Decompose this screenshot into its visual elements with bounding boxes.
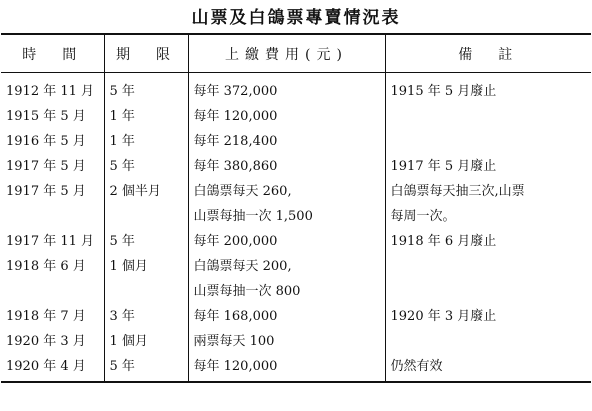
cell-time: 1917 年 11 月 [6, 234, 95, 249]
header-note: 備 註 [385, 34, 591, 73]
table-row [1, 304, 591, 329]
cell-fee-line: 每年 120,000 [193, 359, 278, 374]
cell-time: 1920 年 4 月 [1, 354, 104, 382]
cell-time: 1917 年 5 月 [6, 159, 86, 174]
cell-fee [188, 104, 385, 129]
cell-fee [188, 329, 385, 354]
cell-note-line: 仍然有效 [390, 359, 443, 374]
table-row [1, 354, 591, 382]
table-row [1, 254, 591, 304]
cell-term: 1 年 [104, 129, 188, 154]
cell-note [385, 154, 591, 179]
table-row [1, 179, 591, 229]
cell-fee [188, 354, 385, 382]
cell-fee-line: 每年 168,000 [193, 309, 278, 324]
cell-term: 5 年 [104, 354, 188, 382]
header-row [1, 34, 591, 73]
table-body [1, 73, 591, 383]
cell-time: 1918 年 6 月 [6, 259, 86, 274]
cell-fee-line: 兩票每天 100 [193, 334, 275, 349]
cell-term: 5 年 [104, 73, 188, 105]
header-time: 時 間 [1, 34, 104, 73]
cell-note [385, 73, 591, 105]
cell-fee-line: 每年 380,860 [193, 159, 278, 174]
cell-time: 1917 年 5 月 [6, 184, 86, 199]
cell-fee-line: 每年 372,000 [193, 84, 278, 99]
table-row [1, 104, 591, 129]
cell-fee [188, 154, 385, 179]
table-row [1, 154, 591, 179]
cell-fee-line: 白鴿票每天 200, [193, 259, 292, 274]
cell-note-line: 每周一次。 [390, 209, 456, 224]
cell-note [385, 229, 591, 254]
cell-note [385, 304, 591, 329]
cell-fee-line: 山票每抽一次 1,500 [193, 209, 313, 224]
table-row [1, 329, 591, 354]
header-term: 期 限 [104, 34, 188, 73]
cell-fee-line: 每年 120,000 [193, 109, 278, 124]
table-row [1, 73, 591, 105]
cell-term: 1 年 [104, 104, 188, 129]
cell-term: 1 個月 [104, 329, 188, 354]
cell-fee [188, 304, 385, 329]
cell-fee [188, 73, 385, 105]
cell-note [385, 254, 591, 304]
table-title: 山票及白鴿票專賣情況表 [191, 8, 401, 28]
cell-time: 1916 年 5 月 [6, 134, 86, 149]
cell-note-line: 1920 年 3 月廢止 [390, 309, 497, 324]
table-row [1, 129, 591, 154]
cell-term: 5 年 [104, 229, 188, 254]
cell-note-line: 1915 年 5 月廢止 [390, 84, 497, 99]
cell-note [385, 354, 591, 382]
cell-fee [188, 229, 385, 254]
cell-fee [188, 129, 385, 154]
cell-term: 3 年 [104, 304, 188, 329]
cell-time: 1912 年 11 月 [6, 84, 95, 99]
cell-note [385, 179, 591, 229]
cell-note [385, 129, 591, 154]
cell-note-line: 白鴿票每天抽三次,山票 [390, 184, 525, 199]
cell-term: 2 個半月 [104, 179, 188, 229]
cell-fee [188, 179, 385, 229]
cell-time: 1920 年 3 月 [6, 334, 86, 349]
header-fee: 上繳費用(元) [188, 34, 385, 73]
cell-note-line: 1918 年 6 月廢止 [390, 234, 497, 249]
cell-fee-line: 每年 200,000 [193, 234, 278, 249]
cell-term: 1 個月 [104, 254, 188, 304]
cell-note [385, 329, 591, 354]
cell-time: 1915 年 5 月 [6, 109, 86, 124]
cell-note [385, 104, 591, 129]
cell-term: 5 年 [104, 154, 188, 179]
cell-note-line: 1917 年 5 月廢止 [390, 159, 497, 174]
cell-fee-line: 山票每抽一次 800 [193, 284, 301, 299]
lottery-monopoly-table [1, 33, 591, 383]
cell-fee-line: 每年 218,400 [193, 134, 278, 149]
cell-time: 1918 年 7 月 [6, 309, 86, 324]
cell-fee-line: 白鴿票每天 260, [193, 184, 292, 199]
table-row [1, 229, 591, 254]
cell-fee [188, 254, 385, 304]
